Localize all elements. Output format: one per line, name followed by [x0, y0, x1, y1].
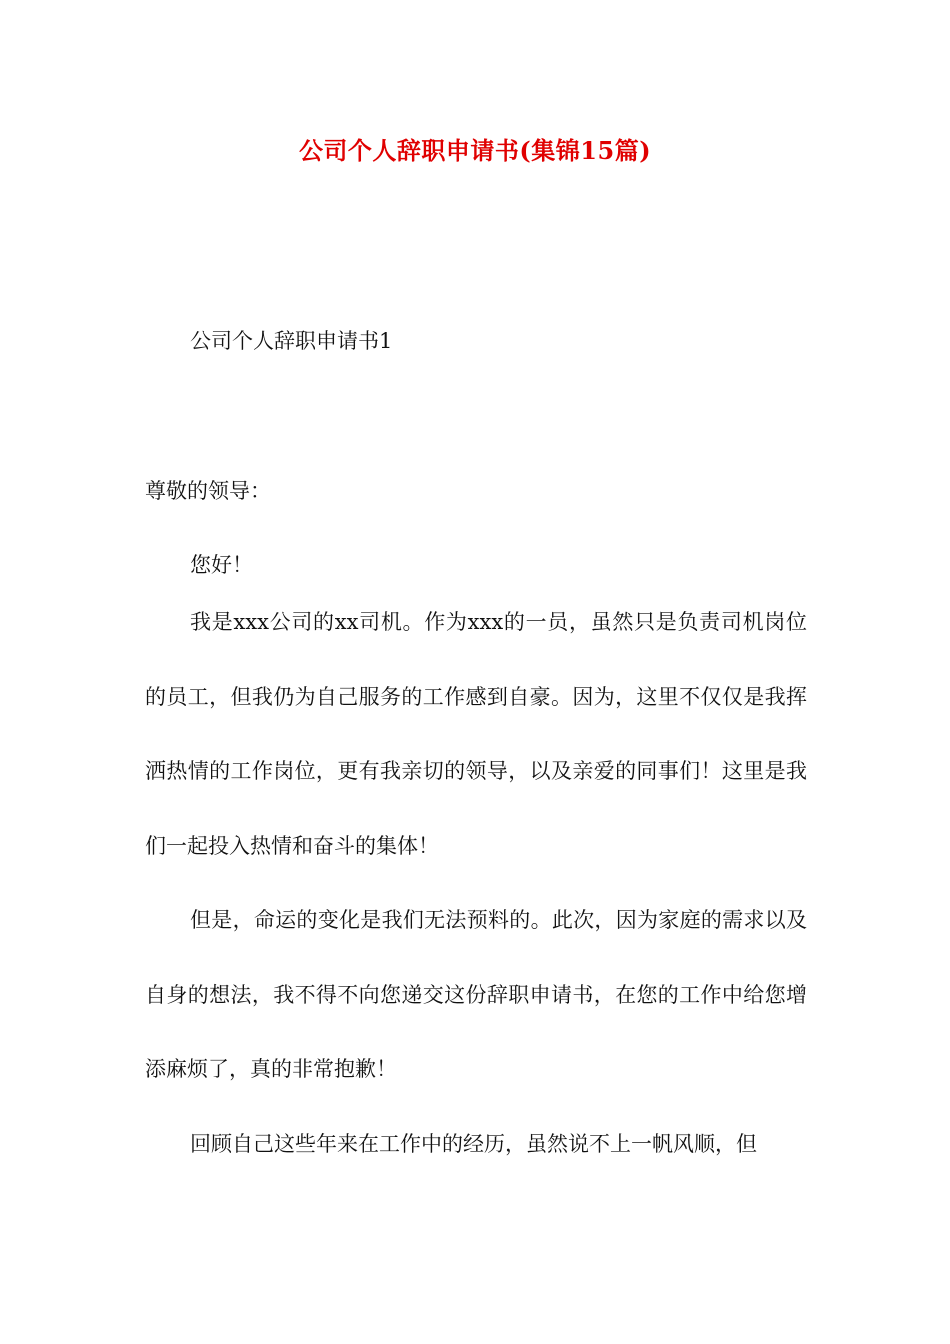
body-paragraph-1: 我是xxx公司的xx司机。作为xxx的一员，虽然只是负责司机岗位的员工，但我仍为自己服务的工作感到自豪。因为，这里不仅仅是我挥洒热情的工作岗位，更有我亲切的领导，以及亲爱的同事们！这里是我们一起投入热情和奋斗的集体！	[145, 610, 807, 858]
document-title: 公司个人辞职申请书(集锦15篇)	[298, 136, 652, 165]
body-paragraph-3: 回顾自己这些年来在工作中的经历，虽然说不上一帆风顺，但	[190, 1132, 757, 1156]
body-paragraph-2: 但是，命运的变化是我们无法预料的。此次，因为家庭的需求以及自身的想法，我不得不向您递交这份辞职申请书，在您的工作中给您增添麻烦了，真的非常抱歉！	[145, 908, 807, 1081]
greeting: 您好！	[190, 553, 253, 577]
salutation: 尊敬的领导：	[145, 479, 271, 503]
section-heading: 公司个人辞职申请书1	[190, 329, 393, 353]
